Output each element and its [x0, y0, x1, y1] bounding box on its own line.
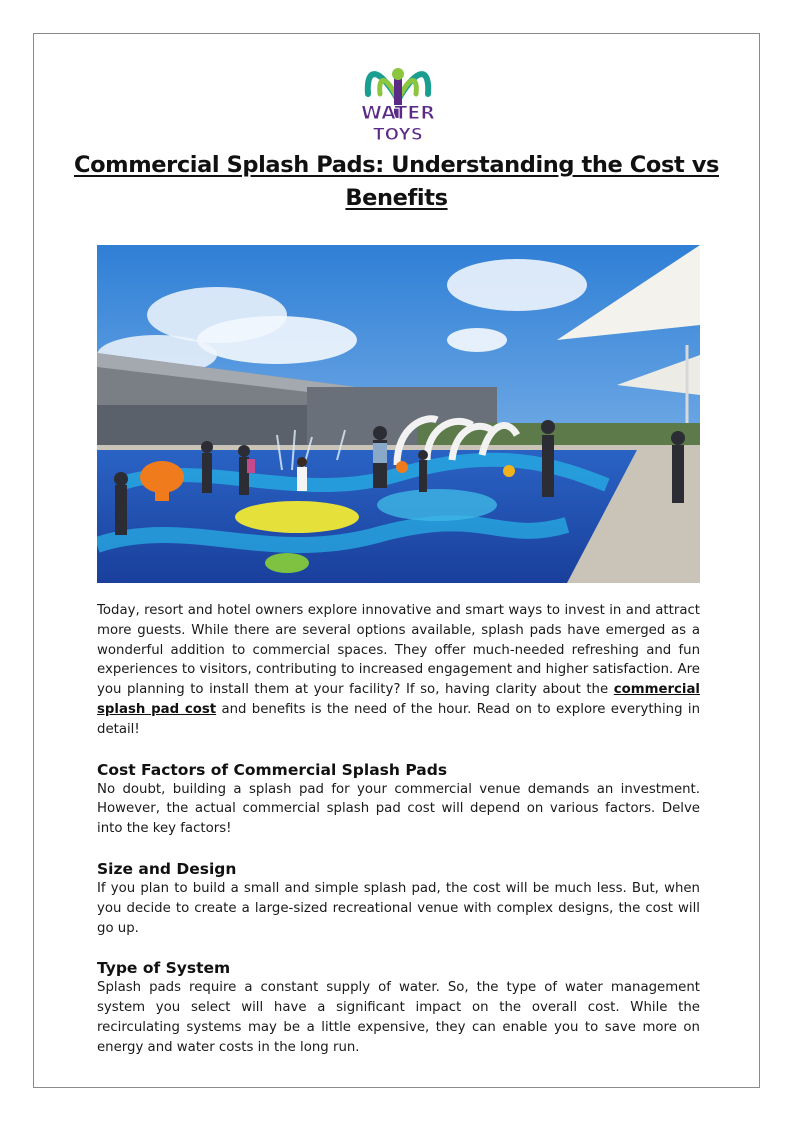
intro-text-after: and benefits is the need of the hour. Read on to explore everything in detail!	[97, 701, 700, 737]
splash-pad-photo	[97, 245, 700, 583]
intro-text-before: Today, resort and hotel owners explore innovative and smart ways to invest in and attract more guests. While there are several options available, splash pads have emerged as a wonderful addition to commercial spaces. They offer much-needed refreshing and fun experiences to visitors, contributing to increased engagement and higher satisfaction. Are you planning to install them at your facility? If so, having clarity about the	[97, 603, 700, 698]
logo-text-water: WATER	[361, 102, 435, 124]
logo-text-toys: TOYS	[373, 125, 423, 145]
page-title: Commercial Splash Pads: Understanding the Cost vs Benefits	[74, 152, 719, 211]
document-page	[33, 33, 760, 1088]
section-body-cost-factors: No doubt, building a splash pad for your commercial venue demands an investment. However, the actual commercial splash pad cost will depend on various factors. Delve into the key factors!	[97, 781, 700, 837]
water-toys-logo	[348, 60, 448, 150]
section-heading-size-design: Size and Design	[97, 859, 237, 878]
section-body-size-design: If you plan to build a small and simple splash pad, the cost will be much less. But, when you decide to create a large-sized recreational venue with complex designs, the cost will go up.	[97, 880, 700, 936]
article-body	[97, 601, 700, 1058]
hero-image	[97, 245, 700, 583]
section-heading-cost-factors: Cost Factors of Commercial Splash Pads	[97, 760, 448, 779]
commercial-splash-pad-cost-link[interactable]: commercial splash pad cost	[97, 682, 700, 717]
intro-paragraph	[97, 601, 700, 740]
section-body-type-of-system: Splash pads require a constant supply of water. So, the type of water management system you select will have a significant impact on the overall cost. While the recirculating systems may be a little expensive, they can enable you to save more on energy and water costs in the long run.	[97, 980, 700, 1055]
logo-graphic	[348, 60, 448, 150]
section-heading-type-of-system: Type of System	[97, 959, 231, 978]
